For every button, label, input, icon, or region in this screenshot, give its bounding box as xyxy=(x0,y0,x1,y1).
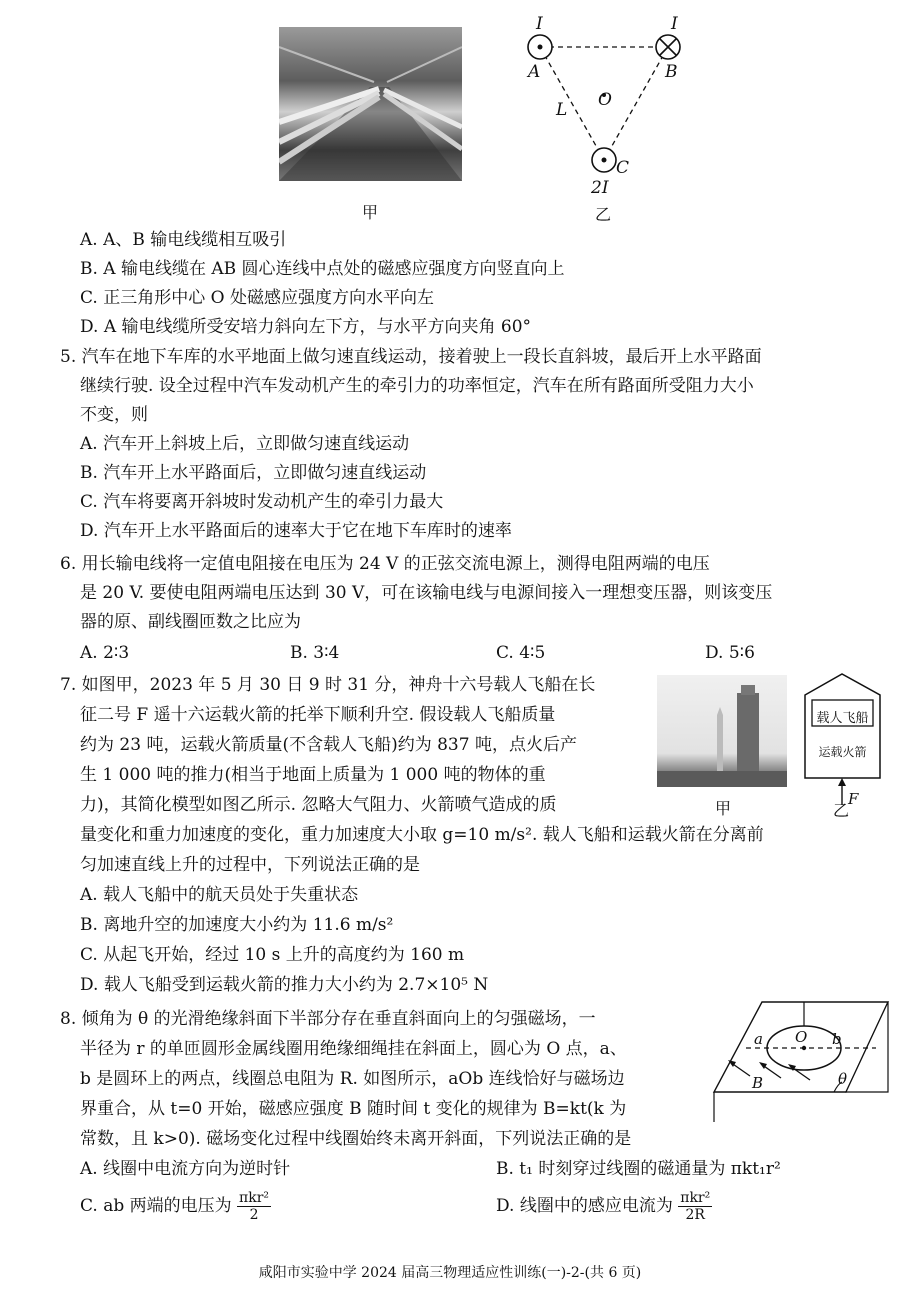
q8-option-c-denominator: 2 xyxy=(249,1207,259,1223)
q4-option-d: D. A 输电线缆所受安培力斜向左下方，与水平方向夹角 60° xyxy=(80,317,532,337)
q7-box-bottom-label: 运载火箭 xyxy=(818,745,867,759)
label-B: B xyxy=(665,62,678,82)
q8-fig-label-theta: θ xyxy=(838,1070,848,1088)
q7-stem-line-3: 约为 23 吨，运载火箭质量(不含载人飞船)约为 837 吨，点火后产 xyxy=(80,735,577,755)
q5-option-b: B. 汽车开上水平路面后，立即做匀速直线运动 xyxy=(80,463,427,483)
q4-option-a: A. A、B 输电线缆相互吸引 xyxy=(80,230,287,250)
q7-stem-line-1: 7. 如图甲，2023 年 5 月 30 日 9 时 31 分，神舟十六号载人飞船在长 xyxy=(60,675,596,695)
incline-coil-diagram xyxy=(706,996,894,1128)
fig4-caption-left: 甲 xyxy=(361,203,378,222)
q8-option-c xyxy=(80,1190,271,1223)
triangle-current-diagram xyxy=(518,12,708,197)
q8-fig-label-b: b xyxy=(832,1030,842,1048)
q6-stem-line-3: 器的原、副线圈匝数之比应为 xyxy=(80,612,301,632)
q8-stem-line-1: 8. 倾角为 θ 的光滑绝缘斜面下半部分存在垂直斜面向上的匀强磁场，一 xyxy=(60,1009,596,1029)
rocket-launch-photo xyxy=(657,675,787,787)
q8-stem-line-5: 常数，且 k>0). 磁场变化过程中线圈始终未离开斜面，下列说法正确的是 xyxy=(80,1129,632,1149)
q7-force-label: F xyxy=(848,790,859,808)
q7-stem-line-2: 征二号 F 遥十六运载火箭的托举下顺利升空. 假设载人飞船质量 xyxy=(80,705,556,725)
q5-stem-line-3: 不变，则 xyxy=(80,405,148,425)
q5-stem-line-1: 5. 汽车在地下车库的水平地面上做匀速直线运动，接着驶上一段长直斜坡，最后开上水平路面 xyxy=(60,347,762,367)
q6-option-a: A. 2∶3 xyxy=(80,643,130,663)
q8-stem-line-3: b 是圆环上的两点，线圈总电阻为 R. 如图所示，aOb 连线恰好与磁场边 xyxy=(80,1069,625,1089)
q4-option-b: B. A 输电线缆在 AB 圆心连线中点处的磁感应强度方向竖直向上 xyxy=(80,259,565,279)
q7-option-b: B. 离地升空的加速度大小约为 11.6 m/s² xyxy=(80,915,394,935)
q7-stem-line-6: 量变化和重力加速度的变化，重力加速度大小取 g=10 m/s². 载人飞船和运载火箭在分离前 xyxy=(80,825,764,845)
q8-fig-label-B: B xyxy=(752,1074,764,1092)
q7-fig-caption-right: 乙 xyxy=(832,801,849,820)
label-I-a: I xyxy=(536,14,543,34)
q6-stem-line-2: 是 20 V. 要使电阻两端电压达到 30 V，可在该输电线与电源间接入一理想变压器，则该变压 xyxy=(80,583,773,603)
q8-option-c-prefix: C. ab 两端的电压为 xyxy=(80,1196,232,1216)
q6-option-d: D. 5∶6 xyxy=(705,643,755,663)
q4-option-c: C. 正三角形中心 O 处磁感应强度方向水平向左 xyxy=(80,288,434,308)
q7-option-c: C. 从起飞开始，经过 10 s 上升的高度约为 160 m xyxy=(80,945,465,965)
q7-stem-line-5: 力)，其简化模型如图乙所示. 忽略大气阻力、火箭喷气造成的质 xyxy=(80,795,557,815)
q6-option-c: C. 4∶5 xyxy=(496,643,546,663)
q8-option-d-fraction xyxy=(678,1190,712,1223)
q8-option-d xyxy=(496,1190,712,1223)
q6-stem-line-1: 6. 用长输电线将一定值电阻接在电压为 24 V 的正弦交流电源上，测得电阻两端的电压 xyxy=(60,554,710,574)
label-A: A xyxy=(528,62,541,82)
q8-option-b: B. t₁ 时刻穿过线圈的磁通量为 πkt₁r² xyxy=(496,1159,781,1179)
q8-stem-line-4: 界重合，从 t=0 开始，磁感应强度 B 随时间 t 变化的规律为 B=kt(k 为 xyxy=(80,1099,627,1119)
tunnel-photo xyxy=(279,27,462,181)
q8-fig-label-O: O xyxy=(795,1028,808,1046)
q7-fig-caption-left: 甲 xyxy=(714,799,731,818)
q8-option-a: A. 线圈中电流方向为逆时针 xyxy=(80,1159,291,1179)
q5-option-d: D. 汽车开上水平路面后的速率大于它在地下车库时的速率 xyxy=(80,521,512,541)
q8-option-c-fraction xyxy=(237,1190,271,1223)
fig4-caption-right: 乙 xyxy=(594,205,611,224)
page-footer: 咸阳市实验中学 2024 届高三物理适应性训练(一)-2-(共 6 页) xyxy=(258,1265,642,1281)
label-L: L xyxy=(556,100,568,120)
q8-option-c-numerator: πkr² xyxy=(239,1190,270,1206)
q5-stem-line-2: 继续行驶. 设全过程中汽车发动机产生的牵引力的功率恒定，汽车在所有路面所受阻力大小 xyxy=(80,376,754,396)
label-O: O xyxy=(598,90,612,110)
q8-option-d-numerator: πkr² xyxy=(680,1190,711,1206)
q7-box-top-label: 载人飞船 xyxy=(816,711,869,726)
q5-option-a: A. 汽车开上斜坡上后，立即做匀速直线运动 xyxy=(80,434,410,454)
rocket-tower-illustration xyxy=(657,675,787,787)
q7-option-a: A. 载人飞船中的航天员处于失重状态 xyxy=(80,885,359,905)
q5-option-c: C. 汽车将要离开斜坡时发动机产生的牵引力最大 xyxy=(80,492,444,512)
rocket-model-diagram xyxy=(800,670,885,810)
label-2I: 2I xyxy=(591,178,609,198)
q7-stem-line-7: 匀加速直线上升的过程中，下列说法正确的是 xyxy=(80,855,420,875)
tunnel-pipes-illustration xyxy=(279,27,462,181)
label-C: C xyxy=(616,158,630,178)
q8-option-d-denominator: 2R xyxy=(685,1207,705,1223)
q7-option-d: D. 载人飞船受到运载火箭的推力大小约为 2.7×10⁵ N xyxy=(80,975,489,995)
q7-stem-line-4: 生 1 000 吨的推力(相当于地面上质量为 1 000 吨的物体的重 xyxy=(80,765,546,785)
q8-stem-line-2: 半径为 r 的单匝圆形金属线圈用绝缘细绳挂在斜面上，圆心为 O 点，a、 xyxy=(80,1039,627,1059)
q6-option-b: B. 3∶4 xyxy=(290,643,340,663)
label-I-b: I xyxy=(671,14,678,34)
q8-option-d-prefix: D. 线圈中的感应电流为 xyxy=(496,1196,673,1216)
q8-fig-label-a: a xyxy=(754,1030,763,1048)
